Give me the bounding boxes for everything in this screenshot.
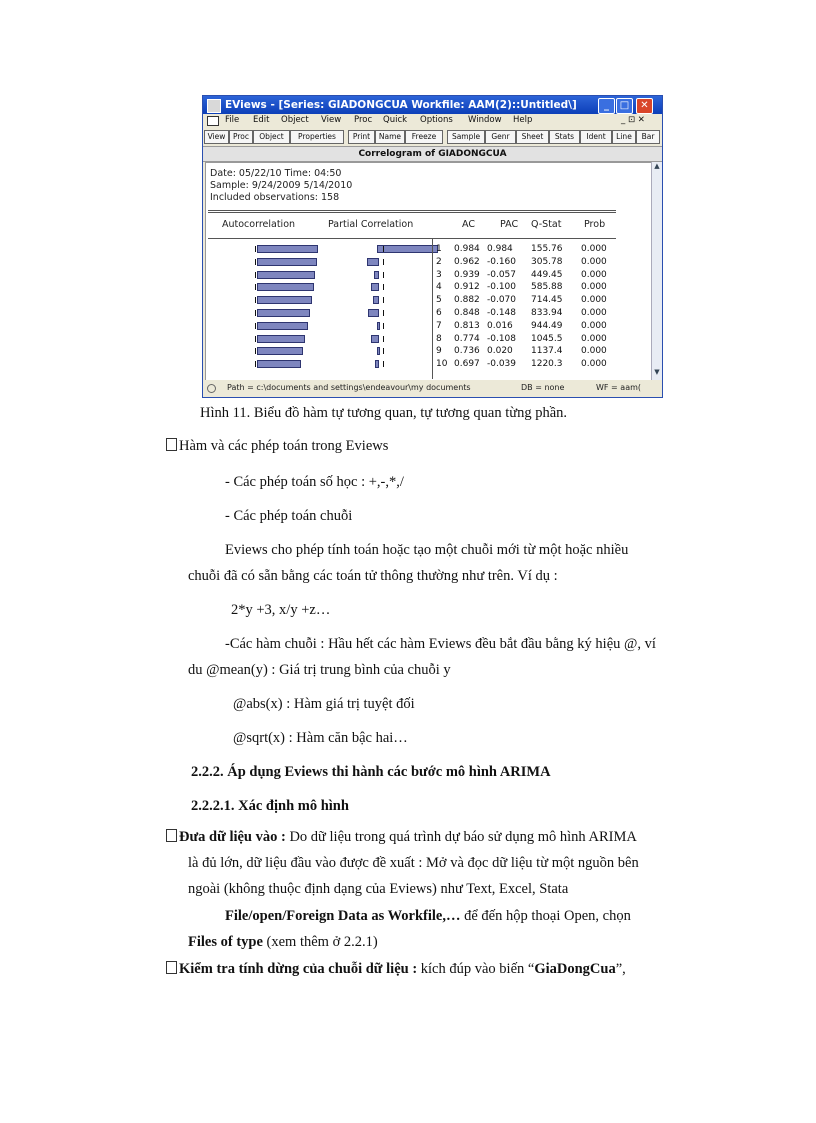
- ac-bar: [257, 245, 318, 253]
- row-ac: 0.813: [454, 321, 480, 331]
- info-sample: Sample: 9/24/2009 5/14/2010: [210, 180, 353, 191]
- text-series-ops: - Các phép toán chuỗi: [225, 508, 353, 524]
- row-q-stat: 833.94: [531, 308, 563, 318]
- pac-bound-tick: [383, 297, 384, 303]
- menu-quick[interactable]: Quick: [383, 115, 408, 125]
- row-lag: 9: [436, 346, 442, 356]
- row-prob: 0.000: [581, 334, 607, 344]
- row-prob: 0.000: [581, 308, 607, 318]
- pac-bar: [371, 335, 379, 343]
- pac-bound-tick: [383, 336, 384, 342]
- pac-bar: [367, 258, 379, 266]
- row-prob: 0.000: [581, 244, 607, 254]
- pac-bar: [377, 322, 380, 330]
- ac-bar: [257, 296, 312, 304]
- row-prob: 0.000: [581, 282, 607, 292]
- bullet-stationarity: Kiểm tra tính dừng của chuỗi dữ liệu : kích đúp vào biến “GiaDongCua”,: [166, 961, 626, 978]
- row-ac: 0.774: [454, 334, 480, 344]
- text-example: 2*y +3, x/y +z…: [231, 602, 331, 618]
- row-pac: 0.016: [487, 321, 513, 331]
- scroll-down-icon[interactable]: ▼: [654, 368, 660, 376]
- pac-bound-tick: [383, 323, 384, 329]
- row-pac: -0.039: [487, 359, 517, 369]
- row-lag: 2: [436, 257, 442, 267]
- bullet-box-icon: [166, 961, 177, 974]
- row-prob: 0.000: [581, 295, 607, 305]
- pac-bound-tick: [383, 259, 384, 265]
- row-lag: 3: [436, 270, 442, 280]
- document-window-controls[interactable]: _ ⊡ ✕: [621, 115, 645, 125]
- row-ac: 0.962: [454, 257, 480, 267]
- pac-bound-tick: [383, 272, 384, 278]
- header-ac: AC: [462, 219, 475, 230]
- ac-bar: [257, 360, 301, 368]
- figure-caption: Hình 11. Biểu đồ hàm tự tương quan, tự tương quan từng phần.: [200, 405, 568, 421]
- toolbar-sample-button[interactable]: Sample: [447, 130, 485, 144]
- toolbar-freeze-button[interactable]: Freeze: [405, 130, 443, 144]
- text-paragraph-3b: ngoài (không thuộc định dạng của Eviews) như Text, Excel, Stata: [188, 881, 569, 897]
- text-abs-function: @abs(x) : Hàm giá trị tuyệt đối: [233, 696, 415, 712]
- row-lag: 10: [436, 359, 448, 369]
- header-prob: Prob: [584, 219, 606, 230]
- header-rule-bottom: [208, 238, 616, 239]
- toolbar-sheet-button[interactable]: Sheet: [516, 130, 549, 144]
- text-paragraph-2a: -Các hàm chuỗi : Hầu hết các hàm Eviews đều bắt đầu bằng ký hiệu @, ví: [225, 636, 656, 652]
- toolbar-bar-button[interactable]: Bar: [636, 130, 660, 144]
- row-q-stat: 449.45: [531, 270, 563, 280]
- text-paragraph-3d: Files of type (xem thêm ở 2.2.1): [188, 934, 378, 950]
- bullet-box-icon: [166, 829, 177, 842]
- row-q-stat: 585.88: [531, 282, 563, 292]
- status-db: DB = none: [521, 383, 565, 392]
- menu-help[interactable]: Help: [513, 115, 533, 125]
- row-prob: 0.000: [581, 346, 607, 356]
- vertical-scrollbar[interactable]: [651, 162, 662, 380]
- text-paragraph-1a: Eviews cho phép tính toán hoặc tạo một chuỗi mới từ một hoặc nhiều: [225, 542, 629, 558]
- pac-bar: [377, 347, 380, 355]
- header-pac: PAC: [500, 219, 519, 230]
- toolbar-name-button[interactable]: Name: [375, 130, 405, 144]
- close-button[interactable]: ✕: [636, 98, 653, 114]
- header-rule-top: [208, 210, 616, 211]
- row-pac: -0.070: [487, 295, 517, 305]
- row-lag: 1: [436, 244, 442, 254]
- eviews-window: [202, 95, 663, 398]
- toolbar-line-button[interactable]: Line: [612, 130, 636, 144]
- heading-2-2-2: 2.2.2. Áp dụng Eviews thi hành các bước mô hình ARIMA: [191, 764, 551, 780]
- ac-bound-tick: [255, 361, 256, 367]
- menu-file[interactable]: File: [225, 115, 240, 125]
- header-q-stat: Q-Stat: [531, 219, 562, 230]
- status-icon: [207, 384, 216, 393]
- menu-bar: [203, 114, 662, 127]
- text-paragraph-3c: File/open/Foreign Data as Workfile,… để đến hộp thoại Open, chọn: [225, 908, 631, 924]
- row-ac: 0.912: [454, 282, 480, 292]
- pac-bar: [374, 271, 379, 279]
- pac-bound-tick: [383, 246, 384, 252]
- eviews-app-icon: [207, 99, 221, 113]
- text-paragraph-3a: là đủ lớn, dữ liệu đầu vào được đề xuất : Mở và đọc dữ liệu từ một nguồn bên: [188, 855, 639, 871]
- pac-bar: [377, 245, 438, 253]
- ac-bar: [257, 309, 310, 317]
- ac-bar: [257, 283, 314, 291]
- toolbar-proc-button[interactable]: Proc: [229, 130, 253, 144]
- menu-window[interactable]: Window: [468, 115, 502, 125]
- ac-bar: [257, 322, 308, 330]
- text-sqrt-function: @sqrt(x) : Hàm căn bậc hai…: [233, 730, 408, 746]
- menu-options[interactable]: Options: [420, 115, 453, 125]
- row-q-stat: 305.78: [531, 257, 563, 267]
- maximize-button[interactable]: □: [616, 98, 633, 114]
- bullet-functions: Hàm và các phép toán trong Eviews: [166, 438, 388, 455]
- row-q-stat: 1220.3: [531, 359, 563, 369]
- row-pac: 0.020: [487, 346, 513, 356]
- document-icon: [207, 116, 219, 126]
- row-ac: 0.984: [454, 244, 480, 254]
- pac-bound-tick: [383, 284, 384, 290]
- pac-bar: [375, 360, 379, 368]
- pac-bound-tick: [383, 310, 384, 316]
- toolbar-view-button[interactable]: View: [204, 130, 229, 144]
- row-prob: 0.000: [581, 270, 607, 280]
- pac-bar: [373, 296, 379, 304]
- row-lag: 7: [436, 321, 442, 331]
- lag-column-rule: [432, 239, 433, 379]
- status-wf: WF = aam(: [596, 383, 642, 392]
- heading-2-2-2-1: 2.2.2.1. Xác định mô hình: [191, 798, 349, 814]
- ac-bound-tick: [255, 323, 256, 329]
- toolbar-properties-button[interactable]: Properties: [290, 130, 344, 144]
- toolbar-print-button[interactable]: Print: [348, 130, 375, 144]
- row-q-stat: 944.49: [531, 321, 563, 331]
- info-date: Date: 05/22/10 Time: 04:50: [210, 168, 342, 179]
- row-q-stat: 155.76: [531, 244, 563, 254]
- bullet-box-icon: [166, 438, 177, 451]
- row-lag: 8: [436, 334, 442, 344]
- ac-bar: [257, 271, 315, 279]
- pac-bar: [371, 283, 379, 291]
- pac-bar: [368, 309, 379, 317]
- header-rule-top-2: [208, 212, 616, 213]
- row-ac: 0.736: [454, 346, 480, 356]
- row-prob: 0.000: [581, 321, 607, 331]
- scroll-up-icon[interactable]: ▲: [654, 162, 660, 170]
- row-pac: -0.148: [487, 308, 517, 318]
- toolbar-ident-button[interactable]: Ident: [580, 130, 612, 144]
- toolbar-stats-button[interactable]: Stats: [549, 130, 580, 144]
- ac-bound-tick: [255, 246, 256, 252]
- minimize-button[interactable]: _: [598, 98, 615, 114]
- text-paragraph-2b: du @mean(y) : Giá trị trung bình của chuỗi y: [188, 662, 451, 678]
- title-bar: [203, 96, 662, 114]
- pac-bound-tick: [383, 348, 384, 354]
- ac-bar: [257, 347, 303, 355]
- ac-bound-tick: [255, 297, 256, 303]
- row-ac: 0.697: [454, 359, 480, 369]
- window-title: EViews - [Series: GIADONGCUA Workfile: AAM(2)::Untitled\]: [225, 99, 577, 111]
- ac-bound-tick: [255, 272, 256, 278]
- row-pac: -0.108: [487, 334, 517, 344]
- ac-bound-tick: [255, 284, 256, 290]
- row-pac: -0.160: [487, 257, 517, 267]
- text-paragraph-1b: chuỗi đã có sẵn bằng các toán tử thông thường như trên. Ví dụ :: [188, 568, 558, 584]
- toolbar-object-button[interactable]: Object: [253, 130, 290, 144]
- pac-bound-tick: [383, 361, 384, 367]
- toolbar-genr-button[interactable]: Genr: [485, 130, 516, 144]
- row-q-stat: 714.45: [531, 295, 563, 305]
- status-path: Path = c:\documents and settings\endeavour\my documents: [227, 383, 471, 392]
- text-arithmetic-ops: - Các phép toán số học : +,-,*,/: [225, 474, 404, 490]
- object-toolbar: [203, 128, 662, 145]
- ac-bound-tick: [255, 336, 256, 342]
- ac-bar: [257, 335, 305, 343]
- header-partial-correlation: Partial Correlation: [328, 219, 414, 230]
- row-prob: 0.000: [581, 257, 607, 267]
- row-pac: -0.100: [487, 282, 517, 292]
- ac-bound-tick: [255, 310, 256, 316]
- correlogram-title: Correlogram of GIADONGCUA: [203, 146, 662, 162]
- info-observations: Included observations: 158: [210, 192, 340, 203]
- ac-bound-tick: [255, 348, 256, 354]
- row-ac: 0.939: [454, 270, 480, 280]
- row-lag: 6: [436, 308, 442, 318]
- menu-view[interactable]: View: [321, 115, 342, 125]
- header-autocorrelation: Autocorrelation: [222, 219, 296, 230]
- ac-bound-tick: [255, 259, 256, 265]
- bullet-data-input: Đưa dữ liệu vào : Do dữ liệu trong quá trình dự báo sử dụng mô hình ARIMA: [166, 829, 637, 846]
- row-ac: 0.882: [454, 295, 480, 305]
- correlogram-output[interactable]: [205, 162, 652, 382]
- row-q-stat: 1137.4: [531, 346, 563, 356]
- row-lag: 5: [436, 295, 442, 305]
- menu-object[interactable]: Object: [281, 115, 309, 125]
- row-lag: 4: [436, 282, 442, 292]
- menu-proc[interactable]: Proc: [354, 115, 373, 125]
- row-prob: 0.000: [581, 359, 607, 369]
- menu-edit[interactable]: Edit: [253, 115, 270, 125]
- ac-bar: [257, 258, 317, 266]
- row-pac: 0.984: [487, 244, 513, 254]
- row-pac: -0.057: [487, 270, 517, 280]
- status-bar: [203, 380, 662, 396]
- row-ac: 0.848: [454, 308, 480, 318]
- row-q-stat: 1045.5: [531, 334, 563, 344]
